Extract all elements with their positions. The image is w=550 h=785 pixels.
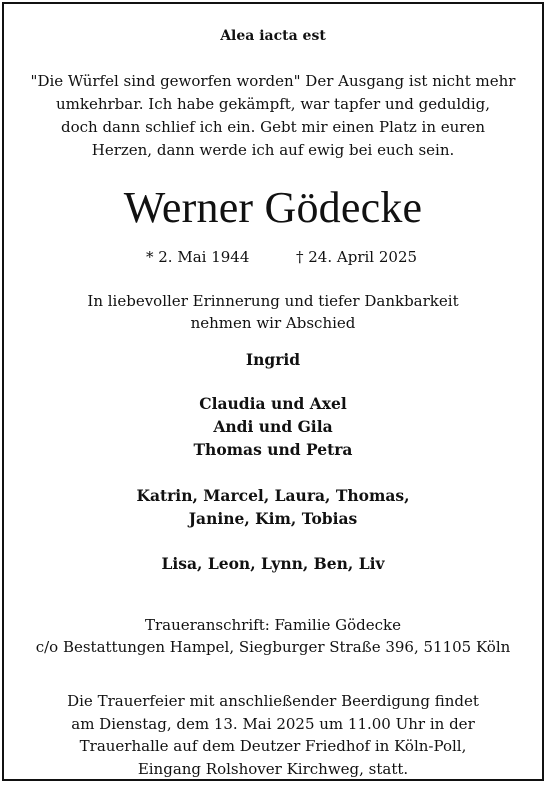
remembrance-line: nehmen wir Abschied [190,314,356,332]
address-line: c/o Bestattungen Hampel, Siegburger Straße 396, 51105 Köln [35,638,511,656]
quote-line: Herzen, dann werde ich auf ewig bei euch sein. [91,141,455,159]
quote-line: umkehrbar. Ich habe gekämpft, war tapfer und geduldig, [55,95,490,113]
quote-line: doch dann schlief ich ein. Gebt mir einen Platz in euren [60,118,485,136]
funeral-service-info [4,690,542,780]
service-line: am Dienstag, dem 13. Mai 2025 um 11.00 Uhr in der [71,714,475,733]
mourning-address [4,614,542,658]
family-line: Thomas und Petra [193,440,353,459]
death-date: † 24. April 2025 [296,248,418,266]
quote-line: "Die Würfel sind geworfen worden" Der Ausgang ist nicht mehr [30,72,516,90]
obituary-notice [2,2,544,781]
children-names [4,392,542,461]
service-line: Die Trauerfeier mit anschließender Beerdigung findet [67,692,479,710]
great-grandchildren-names: Lisa, Leon, Lynn, Ben, Liv [161,554,385,573]
remembrance-text [4,290,542,334]
family-line: Janine, Kim, Tobias [188,509,358,528]
motto: Alea iacta est [220,28,326,44]
quote-block [4,70,542,162]
family-line: Claudia und Axel [199,394,347,413]
spouse-name: Ingrid [245,350,301,369]
birth-date: * 2. Mai 1944 [146,248,250,266]
family-line: Katrin, Marcel, Laura, Thomas, [136,486,410,505]
remembrance-line: In liebevoller Erinnerung und tiefer Dankbarkeit [87,292,459,310]
family-line: Andi und Gila [213,417,333,436]
service-line: Eingang Rolshover Kirchweg, statt. [137,759,409,778]
address-line: Traueranschrift: Familie Gödecke [144,616,401,634]
deceased-name: Werner Gödecke [123,183,423,232]
service-line: Trauerhalle auf dem Deutzer Friedhof in Köln-Poll, [79,737,467,755]
grandchildren-names [4,484,542,530]
